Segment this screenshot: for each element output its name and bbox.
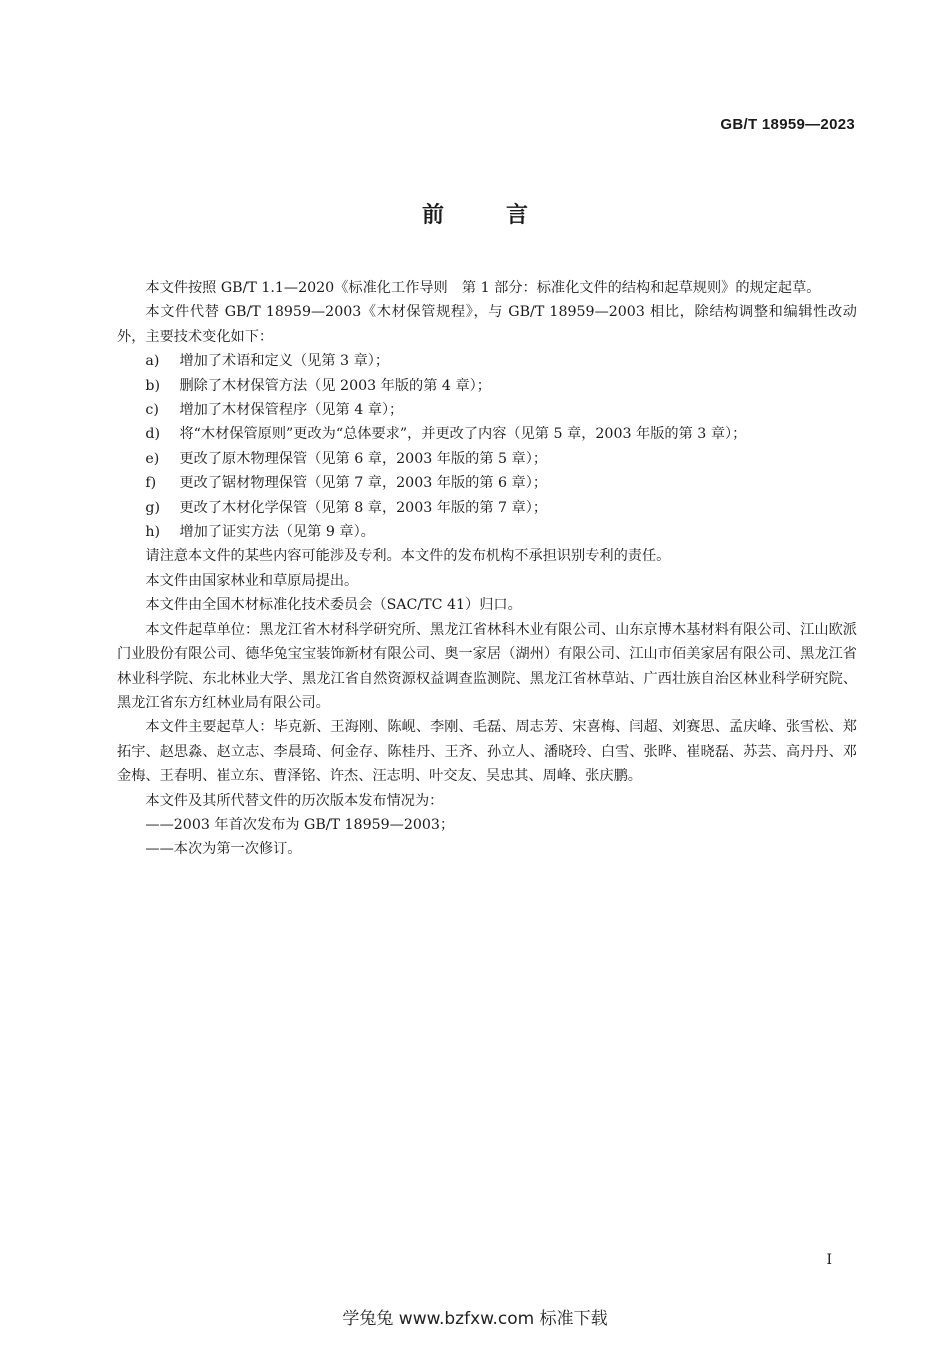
list-item-label: a) (145, 353, 160, 370)
list-item (117, 496, 857, 520)
list-item-text: 更改了原木物理保管（见第 6 章，2003 年版的第 5 章）； (179, 450, 548, 467)
list-item-label: f) (145, 475, 157, 492)
list-item (117, 422, 857, 446)
paragraph-drafting-units: 本文件起草单位：黑龙江省木材科学研究所、黑龙江省林科木业有限公司、山东京博木基材料有限公司、江山欧派门业股份有限公司、德华兔宝宝装饰新材有限公司、奥一家居（湖州）有限公司、江山市佰美家居有限公司、黑龙江省林业科学院、东北林业大学、黑龙江省自然资源权益调查监测院、黑龙江省林草站、广西壮族自治区林业科学研究院、黑龙江省东方红林业局有限公司。 (117, 621, 857, 711)
paragraph-history-intro: 本文件及其所代替文件的历次版本发布情况为： (145, 792, 444, 809)
history-item: ——本次为第一次修订。 (145, 841, 302, 858)
list-item-text: 增加了木材保管程序（见第 4 章）； (179, 402, 404, 419)
page-number: I (826, 1252, 832, 1268)
paragraph-replacement: 本文件代替 GB/T 18959—2003《木材保管规程》，与 GB/T 18959—2003 相比，除结构调整和编辑性改动外，主要技术变化如下： (117, 304, 857, 345)
list-item-label: b) (145, 377, 161, 394)
list-item-text: 增加了术语和定义（见第 3 章）； (179, 353, 390, 370)
paragraph-committee: 本文件由全国木材标准化技术委员会（SAC/TC 41）归口。 (145, 597, 522, 614)
list-item-label: e) (145, 450, 160, 467)
list-item-label: g) (145, 499, 161, 516)
list-item-text: 更改了锯材物理保管（见第 7 章，2003 年版的第 6 章）； (179, 475, 548, 492)
list-item-label: c) (145, 402, 159, 419)
list-item-text: 增加了证实方法（见第 9 章）。 (179, 524, 375, 541)
paragraph-drafters: 本文件主要起草人：毕克新、王海刚、陈岘、李刚、毛磊、周志芳、宋喜梅、闫超、刘赛思、孟庆峰、张雪松、郑拓宇、赵思淼、赵立志、李晨琦、何金存、陈桂丹、王齐、孙立人、潘晓玲、白雪、张晔、崔晓磊、苏芸、高丹丹、邓金梅、王春明、崔立东、曹泽铭、许杰、汪志明、叶交友、吴忠其、周峰、张庆鹏。 (117, 719, 857, 785)
page-title: 前言 (421, 203, 590, 228)
list-item-label: d) (145, 426, 161, 443)
list-item (117, 447, 857, 471)
list-item (117, 398, 857, 422)
foreword-body (117, 276, 857, 862)
standard-code: GB/T 18959—2023 (720, 116, 855, 133)
list-item-text: 更改了木材化学保管（见第 8 章，2003 年版的第 7 章）； (179, 499, 548, 516)
history-list (117, 813, 857, 862)
change-list (117, 349, 857, 544)
paragraph-proposer: 本文件由国家林业和草原局提出。 (145, 572, 359, 589)
list-item (117, 520, 857, 544)
paragraph-patent-notice: 请注意本文件的某些内容可能涉及专利。本文件的发布机构不承担识别专利的责任。 (145, 548, 671, 565)
list-item (117, 349, 857, 373)
list-item-text: 删除了木材保管方法（见 2003 年版的第 4 章）； (179, 377, 491, 394)
list-item-label: h) (145, 524, 161, 541)
list-item-text: 将“木材保管原则”更改为“总体要求”，并更改了内容（见第 5 章，2003 年版的第 3 章）； (179, 426, 747, 443)
list-item (117, 374, 857, 398)
footer-watermark: 学兔兔 www.bzfxw.com 标准下载 (342, 1309, 608, 1329)
history-item: ——2003 年首次发布为 GB/T 18959—2003； (145, 816, 455, 833)
list-item (117, 471, 857, 495)
paragraph-drafting-rules: 本文件按照 GB/T 1.1—2020《标准化工作导则 第 1 部分：标准化文件的结构和起草规则》的规定起草。 (145, 280, 821, 296)
